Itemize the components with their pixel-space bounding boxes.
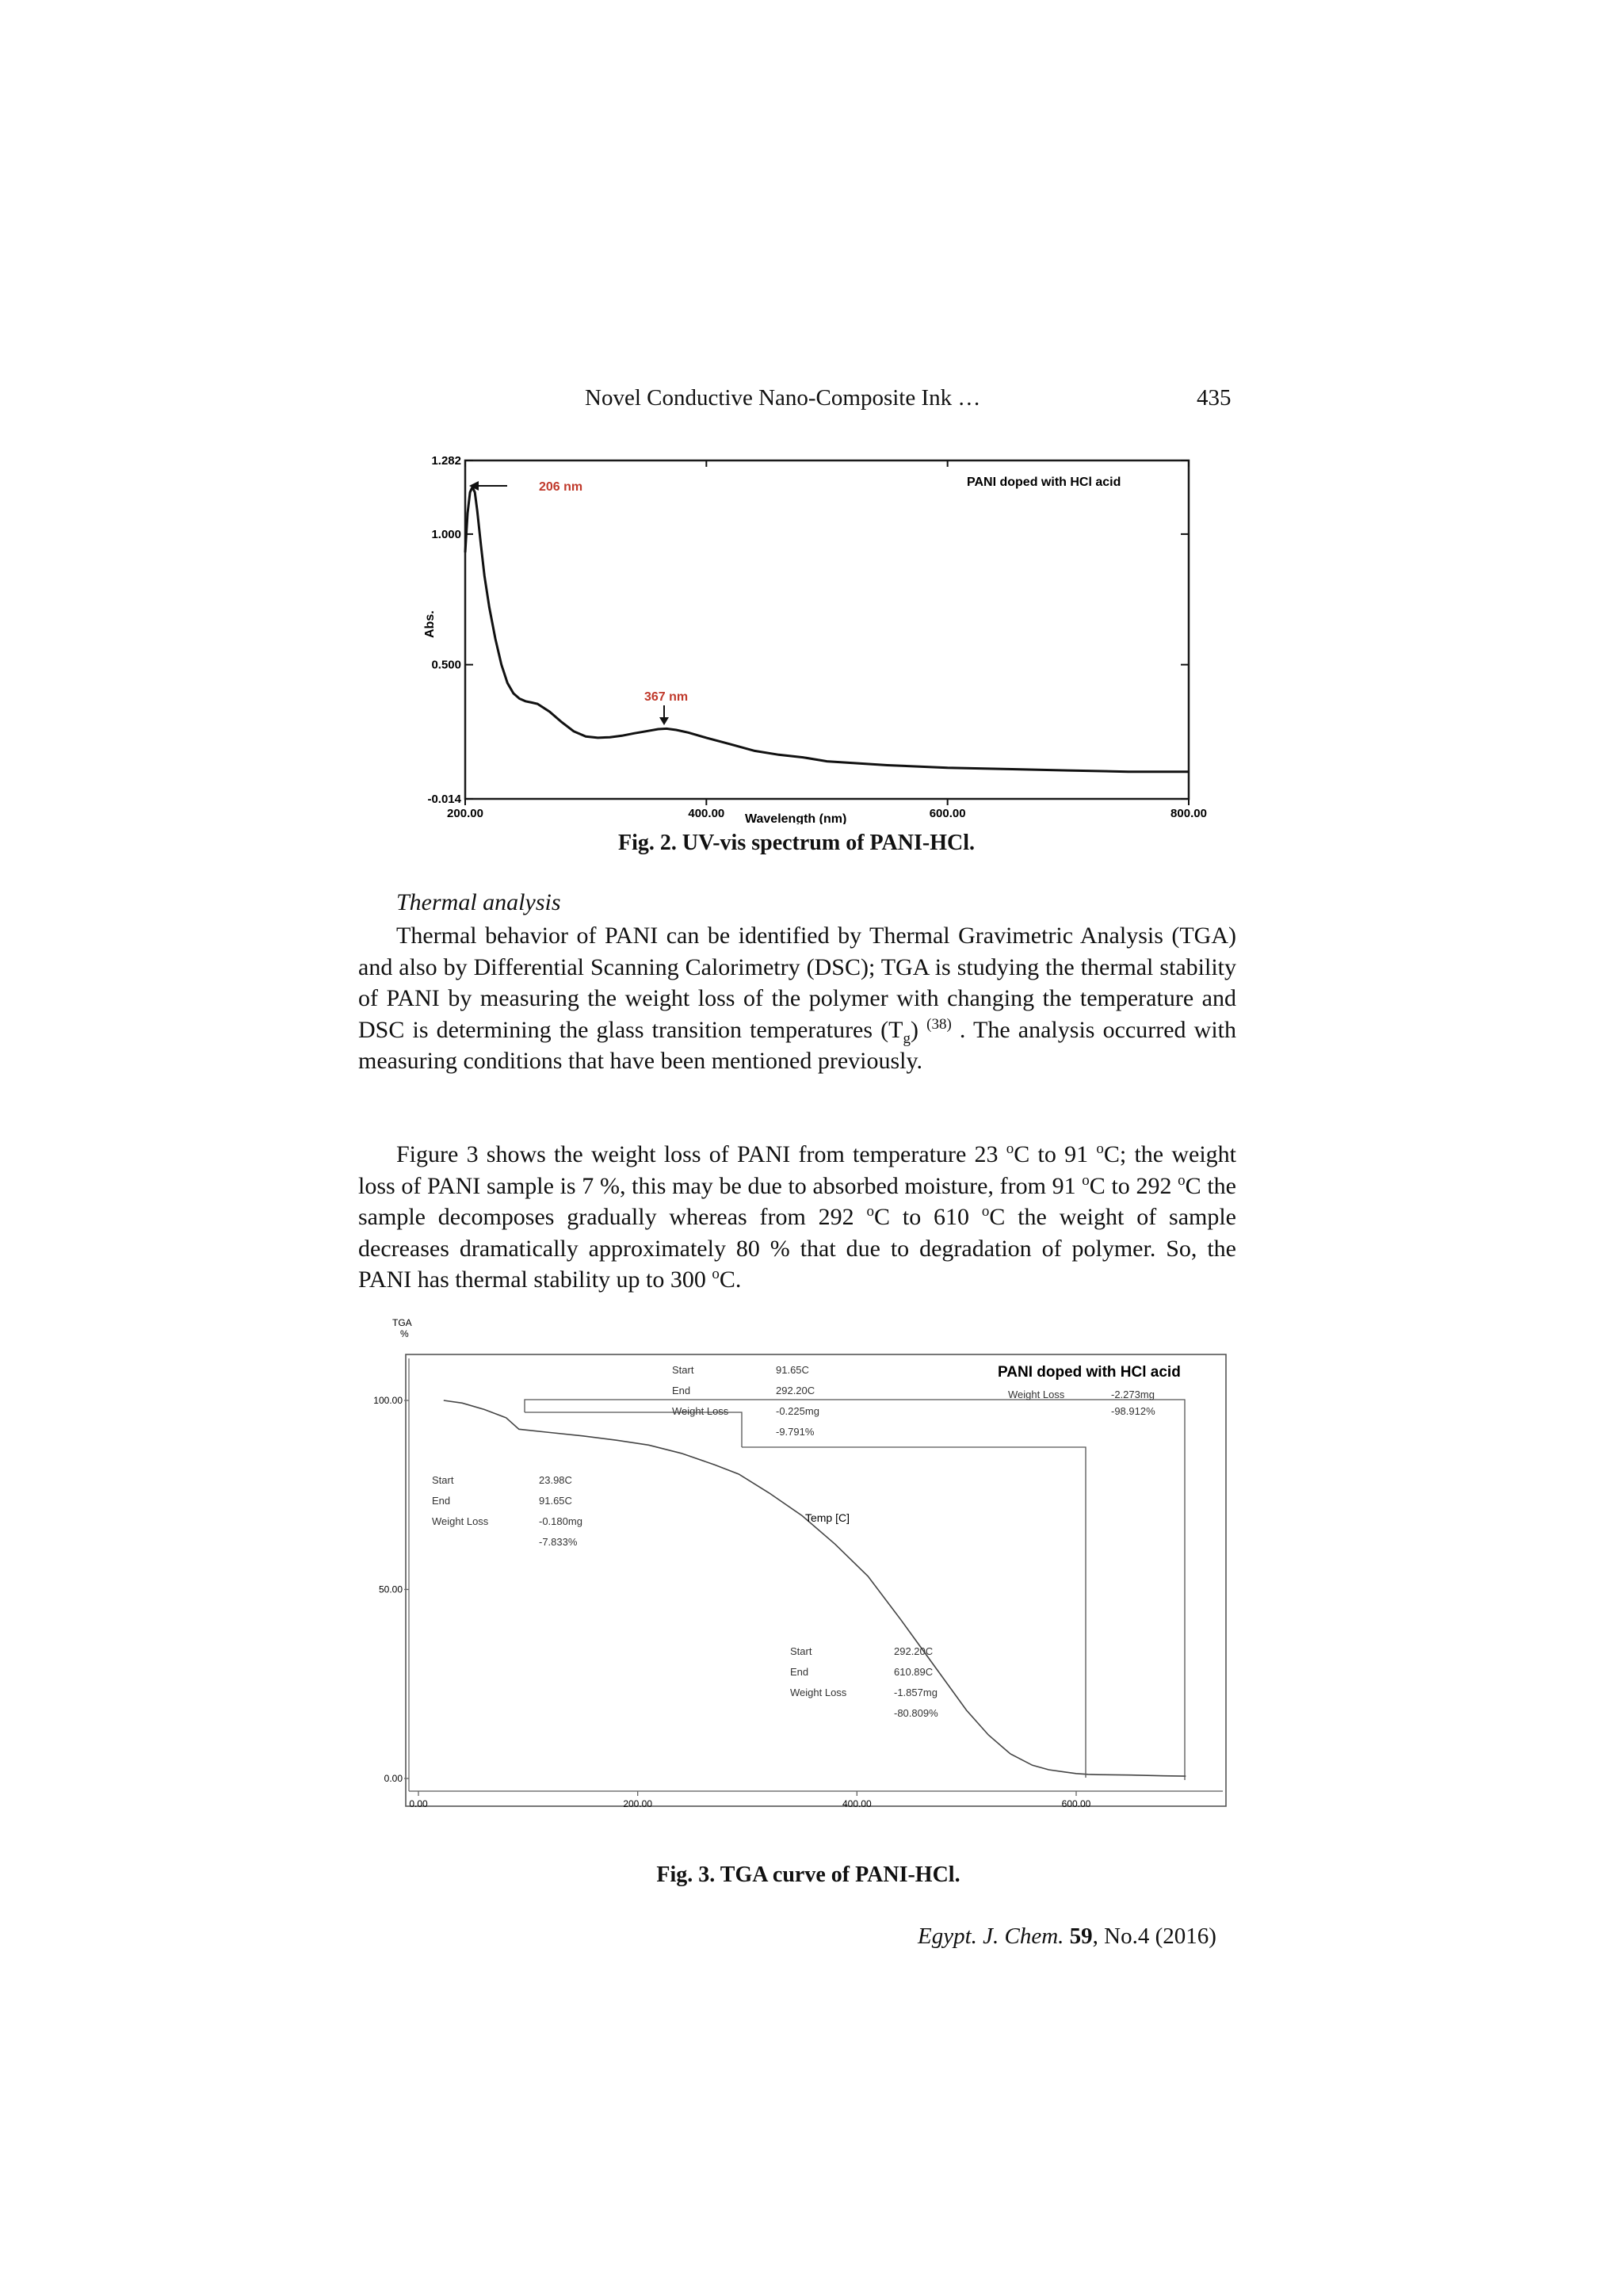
fig3-x-tick-label: 400.00 xyxy=(842,1798,872,1809)
fig3-step3-value: -80.809% xyxy=(894,1707,938,1719)
fig3-step3-value: -1.857mg xyxy=(894,1687,938,1698)
fig2-x-label: Wavelength (nm) xyxy=(745,812,847,824)
subscript-g: g xyxy=(903,1030,911,1047)
paragraph-2-text: C to 292 xyxy=(1089,1172,1178,1199)
paragraph-2-text: C. xyxy=(719,1266,742,1293)
fig3-caption: Fig. 3. TGA curve of PANI-HCl. xyxy=(656,1862,960,1887)
fig2-series-line xyxy=(465,487,1189,772)
fig3-x-tick-label: 0.00 xyxy=(409,1798,428,1809)
fig3-legend-title: PANI doped with HCl acid xyxy=(998,1364,1181,1381)
fig3-total-pct: -98.912% xyxy=(1111,1405,1155,1417)
fig3-y-tick-label: 100.00 xyxy=(373,1395,403,1406)
paragraph-2-text: Figure 3 shows the weight loss of PANI from temperature 23 xyxy=(396,1141,1006,1167)
paragraph-figure-3 xyxy=(358,1139,1236,1296)
fig3-plot-frame xyxy=(406,1354,1226,1806)
fig3-step2-label: Weight Loss xyxy=(672,1405,729,1417)
fig2-arrowhead-367 xyxy=(659,717,669,725)
fig2-x-tick-label: 600.00 xyxy=(929,807,966,820)
degree-superscript: o xyxy=(1096,1140,1104,1157)
fig3-step1-value: 23.98C xyxy=(539,1474,572,1486)
degree-superscript: o xyxy=(866,1203,875,1220)
fig3-step1-value: 91.65C xyxy=(539,1495,572,1507)
fig3-step3-label: Start xyxy=(790,1645,812,1657)
journal-issue: , No.4 (2016) xyxy=(1092,1924,1216,1949)
paragraph-2-text: C the sample decomposes gradually whereas from 292 xyxy=(358,1172,1236,1230)
fig2-y-tick-label: -0.014 xyxy=(427,793,461,806)
fig2-x-tick-label: 400.00 xyxy=(688,807,725,820)
fig3-total-mg: -2.273mg xyxy=(1111,1389,1155,1400)
fig3-y-tick-label: 50.00 xyxy=(378,1584,403,1595)
fig2-x-tick-label: 800.00 xyxy=(1170,807,1207,820)
fig2-y-tick-label: 1.000 xyxy=(431,527,461,541)
fig3-step3-value: 610.89C xyxy=(894,1666,934,1678)
fig3-step2-value: 292.20C xyxy=(776,1385,815,1396)
fig2-caption: Fig. 2. UV-vis spectrum of PANI-HCl. xyxy=(617,831,975,855)
paragraph-thermal-analysis xyxy=(358,920,1236,1077)
fig3-step2-value: -9.791% xyxy=(776,1426,815,1438)
citation-38: (38) xyxy=(926,1015,952,1033)
fig3-bracket-step2 xyxy=(525,1412,742,1447)
fig2-plot-frame xyxy=(465,460,1189,799)
fig2-legend-title: PANI doped with HCl acid xyxy=(967,476,1121,489)
degree-superscript: o xyxy=(981,1203,990,1220)
fig3-step2-label: End xyxy=(672,1385,691,1396)
fig3-step3-label: End xyxy=(790,1666,809,1678)
journal-name: Egypt. J. Chem. xyxy=(918,1924,1064,1949)
fig3-step1-label: Weight Loss xyxy=(432,1515,489,1527)
paragraph-2-text: C to 610 xyxy=(874,1204,982,1230)
fig3-step2-label: Start xyxy=(672,1364,694,1376)
fig3-y-label-line2: % xyxy=(400,1328,409,1339)
fig3-step2-value: 91.65C xyxy=(776,1364,809,1376)
fig3-step1-label: Start xyxy=(432,1474,454,1486)
page-number: 435 xyxy=(1197,385,1232,411)
fig2-uv-vis-chart xyxy=(412,448,1220,824)
paragraph-1-end: . The analysis occurred with measuring conditions that have been mentioned previously. xyxy=(358,1016,1236,1074)
fig3-x-tick-label: 200.00 xyxy=(623,1798,653,1809)
fig3-step1-value: -0.180mg xyxy=(539,1515,582,1527)
paragraph-1-paren: ) xyxy=(911,1016,927,1043)
fig2-annotation-367: 367 nm xyxy=(644,690,689,704)
running-header: Novel Conductive Nano-Composite Ink … xyxy=(585,385,981,411)
section-heading: Thermal analysis xyxy=(396,889,561,915)
paragraph-2-text: C the weight of sample decreases dramatically approximately 80 % that due to degradation of polymer. So, the PANI has thermal stability up to 300 xyxy=(358,1204,1236,1293)
fig3-series-line xyxy=(444,1400,1186,1776)
degree-superscript: o xyxy=(1178,1171,1186,1189)
fig3-x-tick-label: 600.00 xyxy=(1061,1798,1091,1809)
degree-superscript: o xyxy=(1006,1140,1014,1157)
fig2-y-tick-label: 0.500 xyxy=(431,658,461,672)
fig3-step1-label: End xyxy=(432,1495,451,1507)
fig3-y-tick-label: 0.00 xyxy=(384,1773,403,1784)
fig3-bracket-step3 xyxy=(742,1447,1086,1778)
degree-superscript: o xyxy=(1082,1171,1090,1189)
fig3-total-label: Weight Loss xyxy=(1008,1389,1065,1400)
paragraph-2-text: C; the weight loss of PANI sample is 7 %, this may be due to absorbed moisture, from 91 xyxy=(358,1141,1236,1199)
fig2-x-tick-label: 200.00 xyxy=(447,807,483,820)
fig3-step1-value: -7.833% xyxy=(539,1536,578,1548)
fig3-x-label: Temp [C] xyxy=(804,1511,850,1524)
journal-volume: 59 xyxy=(1069,1924,1093,1949)
fig3-y-label-line1: TGA xyxy=(392,1317,412,1328)
paragraph-1-text: Thermal behavior of PANI can be identified by Thermal Gravimetric Analysis (TGA) and also by Differential Scanning Calorimetry (DSC); TGA is studying the thermal stability of PANI by measuring the weight loss of the polymer with changing the temperature and DSC is determining the glass transition temperatures (T xyxy=(358,923,1236,1043)
fig3-step2-value: -0.225mg xyxy=(776,1405,819,1417)
fig2-y-tick-label: 1.282 xyxy=(431,454,461,468)
fig3-tga-chart xyxy=(357,1316,1236,1839)
fig3-step3-label: Weight Loss xyxy=(790,1687,847,1698)
paragraph-2-text: C to 91 xyxy=(1014,1141,1097,1167)
fig3-step3-value: 292.20C xyxy=(894,1645,934,1657)
journal-footer xyxy=(918,1924,1216,1950)
fig2-annotation-206: 206 nm xyxy=(539,480,583,494)
fig2-y-label: Abs. xyxy=(423,610,437,638)
degree-superscript: o xyxy=(712,1266,720,1282)
